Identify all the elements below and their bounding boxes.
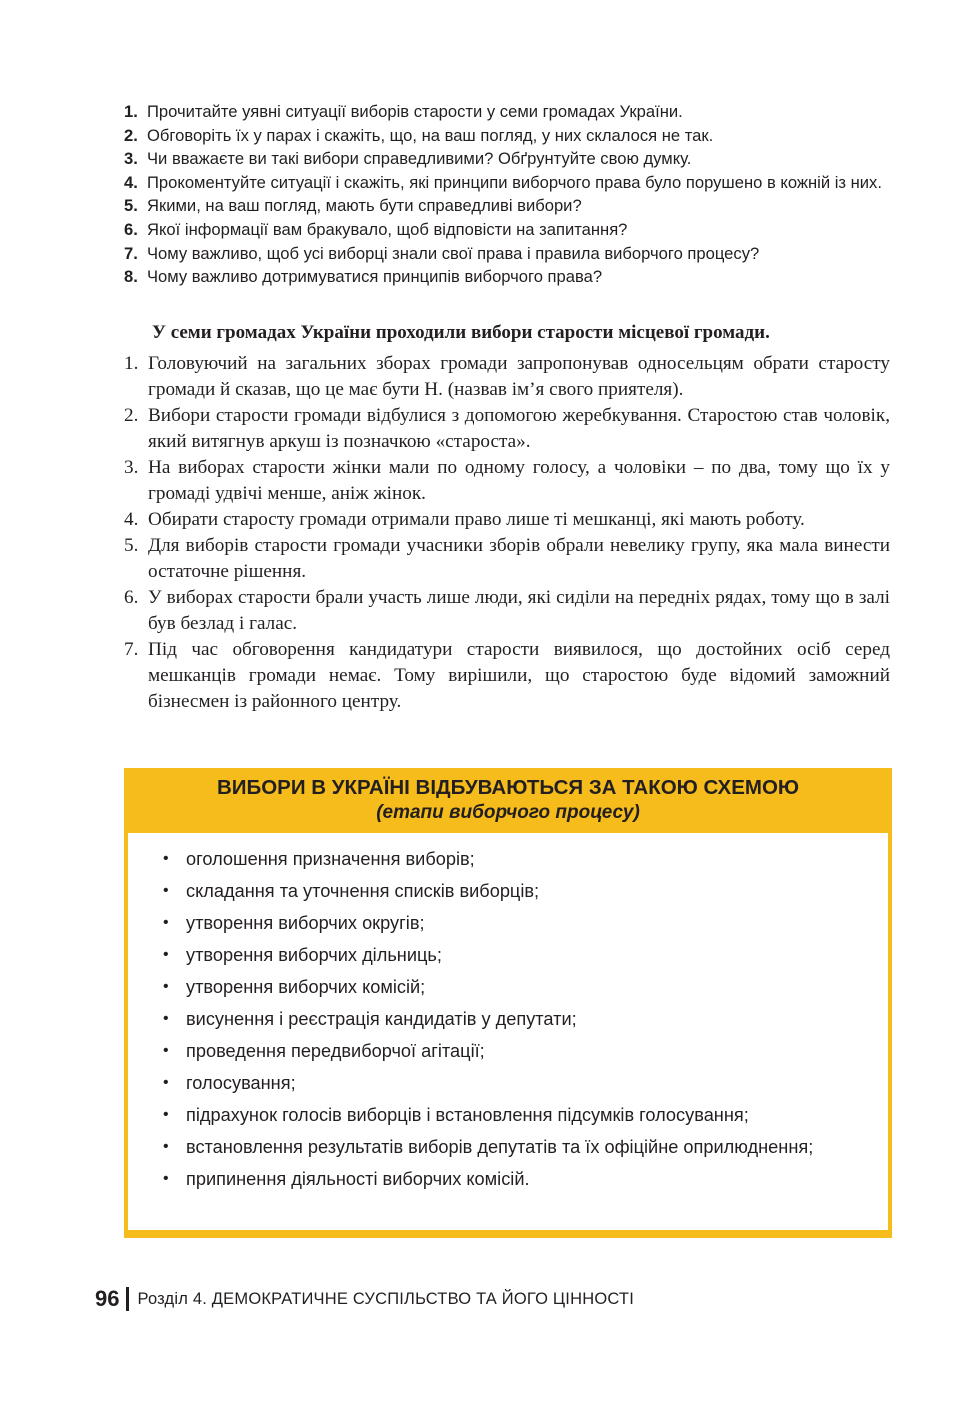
situation-item [124,507,890,533]
stage-text: складання та уточнення списків виборців; [186,881,540,901]
task-item [124,147,890,171]
bullet-icon: • [163,882,169,899]
situation-item [124,351,890,403]
task-number: 7. [124,243,138,263]
situation-number: 6. [124,587,139,608]
bullet-icon: • [163,1010,169,1027]
situation-text: На виборах старости жінки мали по одному голосу, а чоловіки – по два, тому що їх у громаді удвічі менше, аніж жінок. [148,457,890,504]
task-text: Чому важливо, щоб усі виборці знали свої права і правила виборчого процесу? [147,243,760,263]
task-item [124,242,890,266]
task-text: Прокоментуйте ситуації і скажіть, які принципи виборчого права було порушено в кожній із них. [147,172,882,192]
stage-item [163,1103,863,1127]
situation-list [124,351,890,715]
situation-text: Обирати старосту громади отримали право лише ті мешканці, які мають роботу. [148,509,805,530]
stage-text: підрахунок голосів виборців і встановлення підсумків голосування; [186,1105,749,1125]
page-number: 96 [95,1286,120,1311]
task-number: 6. [124,219,138,239]
situation-number: 4. [124,509,139,530]
task-text: Чи вважаєте ви такі вибори справедливими? Обґрунтуйте свою думку. [147,149,692,169]
stage-text: оголошення призначення виборів; [186,849,475,869]
stage-text: встановлення результатів виборів депутатів та їх офіційне оприлюднення; [186,1137,814,1157]
bullet-icon: • [163,978,169,995]
task-text: Чому важливо дотримуватися принципів виборчого права? [147,267,603,287]
task-number: 1. [124,102,138,121]
task-item [124,265,890,289]
page-footer [95,1284,634,1314]
stage-item [163,975,863,999]
bullet-icon: • [163,1170,169,1187]
bullet-icon: • [163,1074,169,1091]
stage-text: припинення діяльності виборчих комісій. [186,1169,530,1189]
task-number: 5. [124,196,138,216]
stage-item [163,1007,863,1031]
stage-item [163,1135,863,1159]
task-number: 8. [124,267,138,287]
footer-divider [126,1287,129,1311]
situation-number: 1. [124,353,139,374]
situations-heading: У семи громадах України проходили вибори старости місцевої громади. [152,322,770,343]
bullet-icon: • [163,1106,169,1123]
task-item [124,124,890,148]
situation-item [124,455,890,507]
stage-item [163,943,863,967]
situation-item [124,637,890,715]
stage-item [163,847,863,871]
situation-item [124,403,890,455]
stage-item [163,1039,863,1063]
task-number: 3. [124,149,138,169]
bullet-icon: • [163,1042,169,1059]
task-text: Якої інформації вам бракувало, щоб відповісти на запитання? [147,219,628,239]
stage-text: проведення передвиборчої агітації; [186,1041,485,1061]
scheme-subtitle: (етапи виборчого процесу) [376,802,640,823]
situation-text: Під час обговорення кандидатури старости виявилося, що достойних осіб серед мешканців громади немає. Тому вирішили, що старостою буде відомий заможний бізнесмен із районного центру. [148,639,890,712]
task-text: Прочитайте уявні ситуації виборів старости у семи громадах України. [147,102,683,121]
task-list [124,100,890,289]
task-text: Якими, на ваш погляд, мають бути справедливі вибори? [147,196,582,216]
task-item [124,194,890,218]
situation-number: 5. [124,535,139,556]
stage-list [163,847,863,1199]
bullet-icon: • [163,946,169,963]
section-title: Розділ 4. ДЕМОКРАТИЧНЕ СУСПІЛЬСТВО ТА ЙОГО ЦІННОСТІ [137,1290,634,1308]
task-item [124,100,890,124]
bullet-icon: • [163,1138,169,1155]
stage-text: утворення виборчих комісій; [186,977,426,997]
task-item [124,218,890,242]
task-text: Обговоріть їх у парах і скажіть, що, на ваш погляд, у них склалося не так. [147,125,714,145]
task-item [124,171,890,195]
scheme-title: ВИБОРИ В УКРАЇНІ ВІДБУВАЮТЬСЯ ЗА ТАКОЮ СХЕМОЮ [216,776,800,799]
bullet-icon: • [163,914,169,931]
situation-item [124,585,890,637]
scheme-header [124,768,892,831]
situation-item [124,533,890,585]
situation-number: 3. [124,457,139,478]
stage-item [163,1071,863,1095]
stage-item [163,879,863,903]
stage-text: утворення виборчих дільниць; [186,945,442,965]
task-number: 2. [124,125,138,145]
election-scheme-box [124,768,892,1238]
stage-text: утворення виборчих округів; [186,913,425,933]
stage-text: висунення і реєстрація кандидатів у депутати; [186,1009,577,1029]
stage-text: голосування; [186,1073,296,1093]
situation-text: Головуючий на загальних зборах громади запропонував односельцям обрати старосту громади й сказав, що це має бути Н. (назвав ім’я свого приятеля). [148,353,890,400]
situation-text: Для виборів старости громади учасники зборів обрали невелику групу, яка мала винести остаточне рішення. [148,535,890,582]
bullet-icon: • [163,850,169,867]
situation-number: 2. [124,405,139,426]
task-number: 4. [124,172,138,192]
stage-item [163,911,863,935]
scheme-body [128,833,888,1230]
situation-number: 7. [124,639,139,660]
stage-item [163,1167,863,1191]
situation-text: У виборах старости брали участь лише люди, які сиділи на передніх рядах, тому що в залі був безлад і галас. [148,587,890,634]
situation-text: Вибори старости громади відбулися з допомогою жеребкування. Старостою став чоловік, який витягнув аркуш із позначкою «староста». [148,405,890,452]
